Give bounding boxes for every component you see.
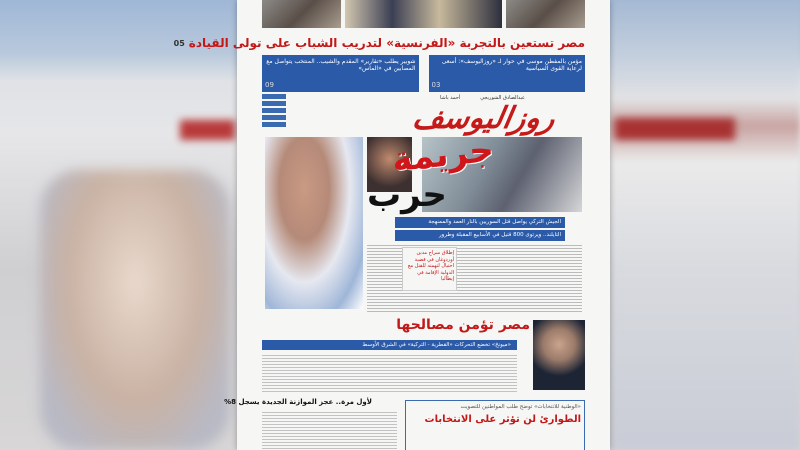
teaser-text: مؤمن بالمفطن موسى في حوار لـ «روزاليوسف»: أسعى لرعاية القوى السياسية [441,58,582,72]
blurred-photo-left [40,170,230,450]
date-block [262,94,286,134]
teasers [262,55,585,92]
child-photo [265,137,363,309]
teaser-text: شوبير يطلب «تقارير» المقدم والشيب.. المنتخب يتواصل مع المصابين في «الماس» [266,58,416,72]
blurred-logo-left [180,120,235,140]
blurred-logo-right [615,118,735,140]
chairman-name: عبدالصادق الشوربجي [480,95,525,101]
second-story-text [262,353,517,393]
lead-story [262,129,585,312]
blurred-photo-right [610,0,800,450]
lead-title-black: حرب [367,175,447,215]
page-number: 05 [173,38,185,48]
elections-headline: الطوارئ لن تؤثر على الانتخابات [424,414,581,425]
editor-name: أحمد باشا [440,95,461,101]
lead-sidebox: إطلاق سراح مدين أوردوغان في قضية احتيال لتهمته للقتل مع الدولية الإقامة في إيطاليا [402,247,457,291]
lead-columns [367,243,582,312]
budget-headline: لأول مرة.. عجز الموازنة الجديدة يسجل 8% [224,398,372,406]
second-headline: مصر تؤمن مصالحها [396,317,530,333]
lead-subhead-1: الجيش التركي يواصل قتل السوريين بالنار العمد والممنهجة [395,217,565,228]
newspaper-logo: روزاليوسف [410,101,559,136]
newspaper-front-page [173,0,610,450]
second-subhead: «ميونخ» تخضع التحركات «القطرية - التركية» في الشرق الأوسط [262,340,517,350]
teaser-box [262,55,419,92]
minister-photo [533,320,585,390]
teaser-page: 09 [265,81,274,89]
elections-kicker: «الوطنية للانتخابات» توضح طلب المواطنين للتصويت [460,404,581,410]
lead-subhead-2: التايلند.. ويرتوى 800 قتيل في الأسابيع المقبلة وطرور [395,230,565,241]
teaser-box [429,55,586,92]
masthead [262,94,585,134]
lead-title-red: جريمة [390,129,496,181]
top-photos [262,0,585,28]
elections-box [405,400,585,450]
budget-text [262,410,397,450]
teaser-page: 03 [431,81,441,89]
top-headline-text: مصر تستعين بالتجربة «الفرنسية» لتدريب الشباب على تولى القيادة [188,36,585,50]
top-headline [173,34,585,52]
